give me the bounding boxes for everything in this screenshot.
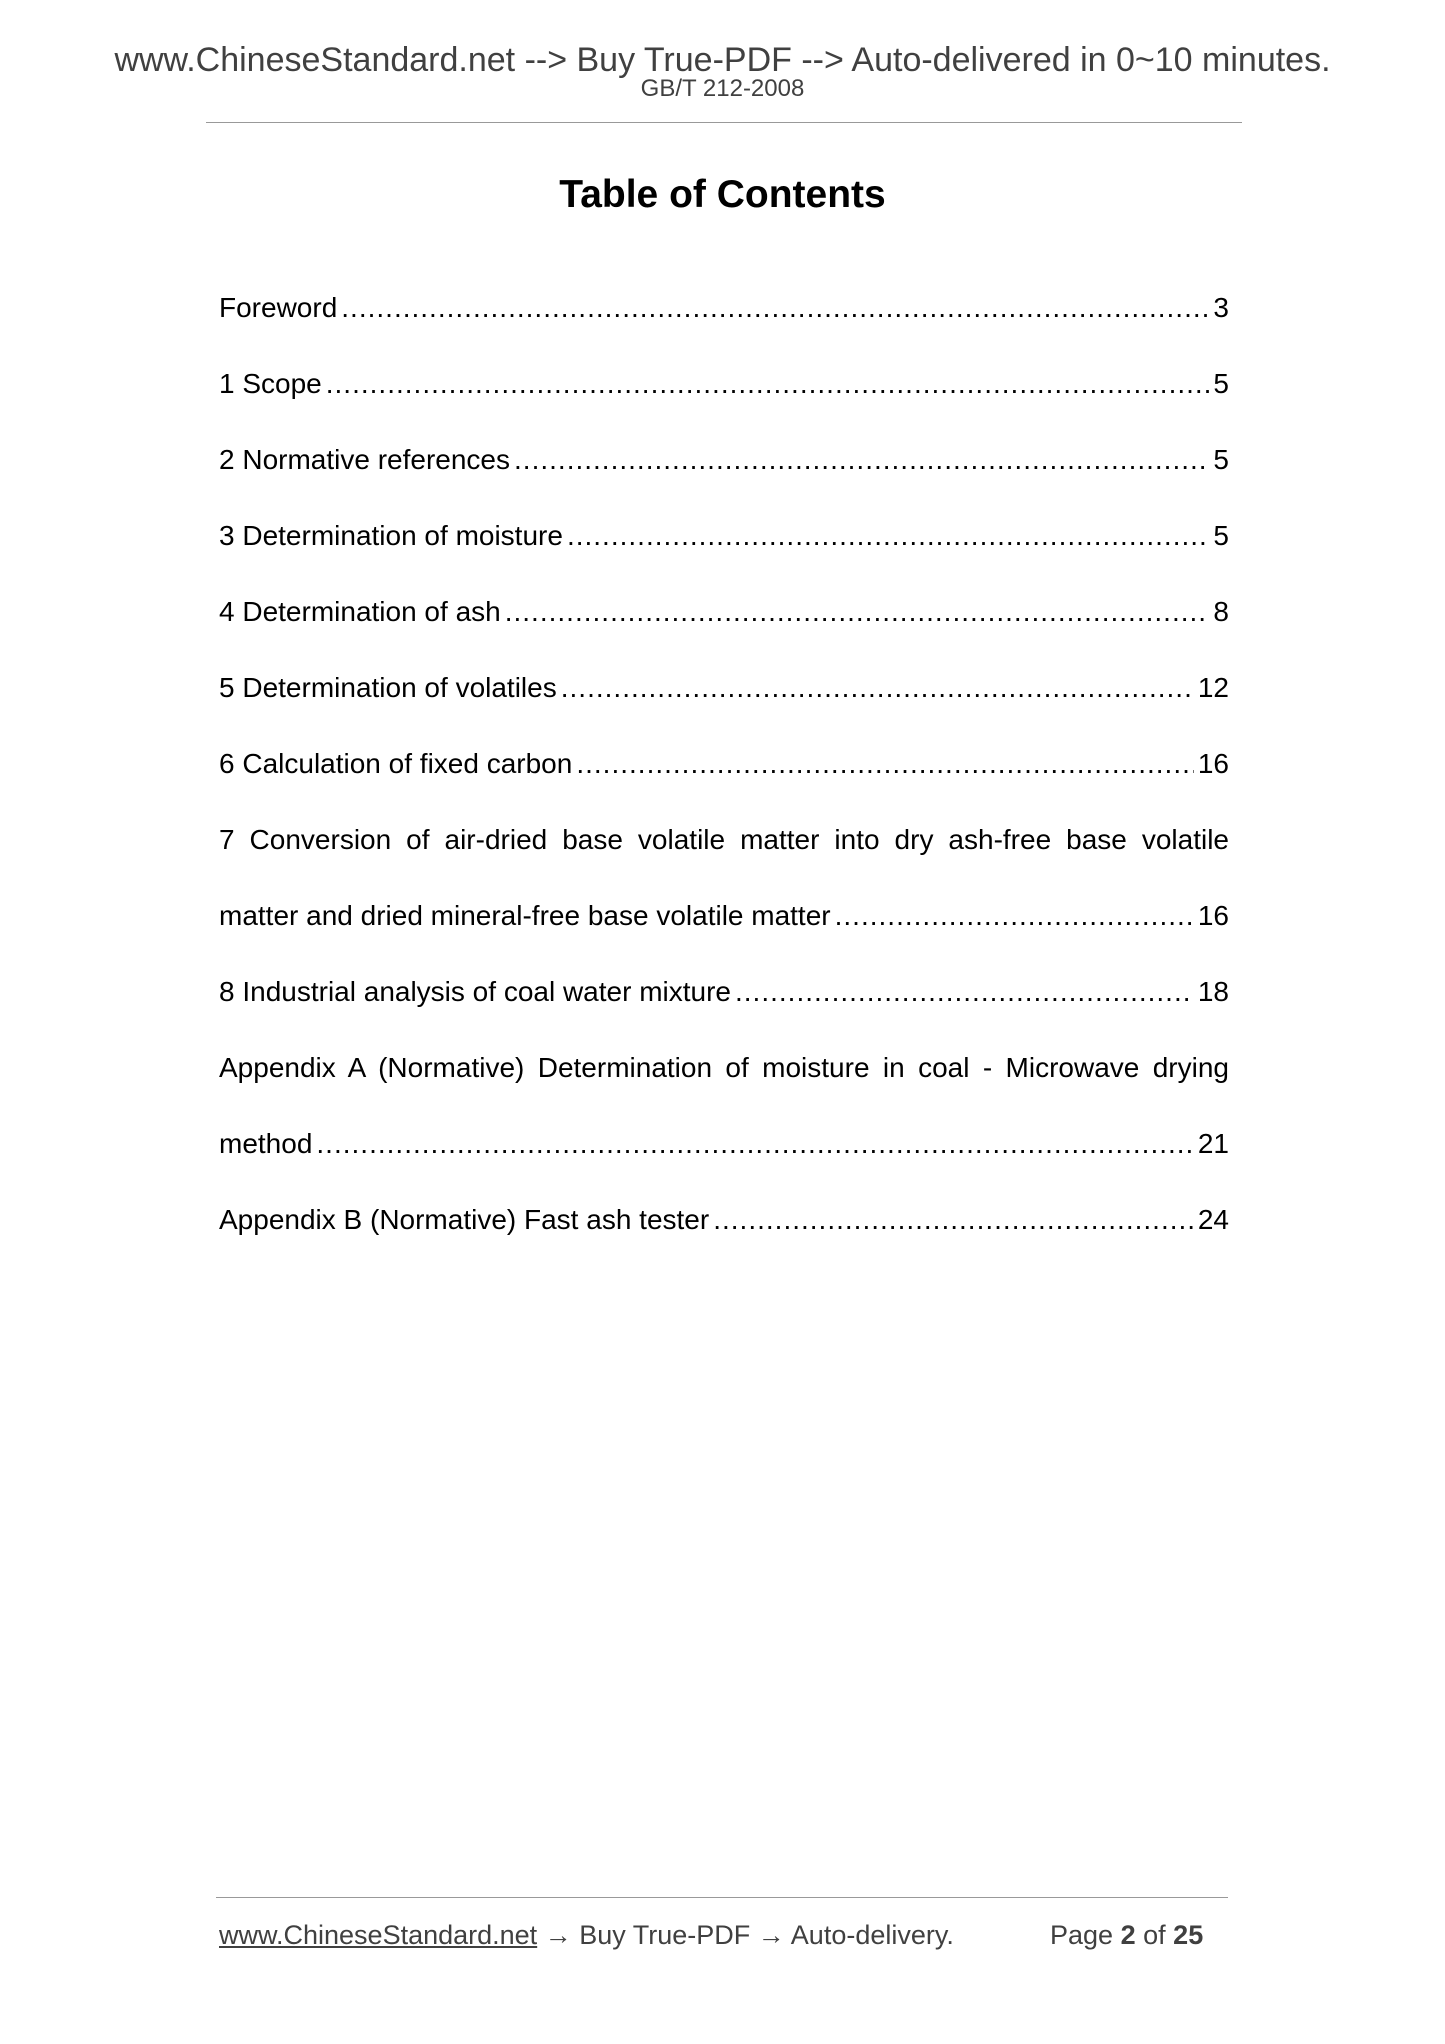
toc-entry-label: Appendix B (Normative) Fast ash tester xyxy=(219,1204,710,1235)
toc-entry-fixed-carbon[interactable] xyxy=(219,744,1229,820)
toc-entry-label-line1: 7 Conversion of air-dried base volatile matter into dry ash-free base volatile xyxy=(219,824,1229,855)
toc-entry-coal-water-mixture[interactable] xyxy=(219,972,1229,1048)
standard-number: GB/T 212-2008 xyxy=(640,75,805,102)
toc-entry-label-line2: matter and dried mineral-free base volatile matter xyxy=(219,900,831,931)
current-page-number: 2 xyxy=(1120,1920,1136,1950)
toc-leader-dots xyxy=(561,668,1194,708)
toc-entry-volatiles[interactable] xyxy=(219,668,1229,744)
footer-delivery-text: Auto-delivery. xyxy=(790,1920,954,1950)
toc-entry-label-line2: method xyxy=(219,1128,313,1159)
toc-entry-moisture[interactable] xyxy=(219,516,1229,592)
footer-divider xyxy=(216,1897,1228,1898)
toc-entry-page: 12 xyxy=(1197,672,1229,703)
toc-title: Table of Contents xyxy=(559,173,886,216)
toc-entry-page: 5 xyxy=(1213,368,1229,399)
toc-leader-dots xyxy=(835,896,1194,936)
toc-list xyxy=(219,288,1229,1276)
toc-entry-scope[interactable] xyxy=(219,364,1229,440)
top-banner: www.ChineseStandard.net --> Buy True-PDF --> Auto-delivered in 0~10 minutes. xyxy=(114,41,1331,79)
toc-entry-label-line1: Appendix A (Normative) Determination of moisture in coal - Microwave drying xyxy=(219,1052,1229,1083)
toc-entry-page: 5 xyxy=(1213,520,1229,551)
arrow-right-icon: → xyxy=(757,1920,785,1950)
toc-entry-page: 24 xyxy=(1197,1204,1229,1235)
toc-leader-dots xyxy=(713,1200,1194,1240)
toc-leader-dots xyxy=(341,288,1209,328)
toc-entry-label: 1 Scope xyxy=(219,368,322,399)
footer-buy-text: Buy True-PDF xyxy=(579,1920,751,1950)
toc-leader-dots xyxy=(316,1124,1193,1164)
toc-entry-label: 2 Normative references xyxy=(219,444,511,475)
toc-entry-label: 5 Determination of volatiles xyxy=(219,672,557,703)
toc-leader-dots xyxy=(505,592,1210,632)
arrow-right-icon: → xyxy=(544,1920,572,1950)
toc-entry-line2 xyxy=(219,896,1229,972)
toc-entry-line2 xyxy=(219,1124,1229,1200)
total-pages-number: 25 xyxy=(1173,1920,1204,1950)
toc-leader-dots xyxy=(735,972,1194,1012)
footer-promo xyxy=(219,1918,954,1952)
of-label: of xyxy=(1143,1920,1166,1950)
toc-entry-label: 4 Determination of ash xyxy=(219,596,501,627)
toc-leader-dots xyxy=(567,516,1209,556)
toc-entry-ash[interactable] xyxy=(219,592,1229,668)
toc-entry-page: 16 xyxy=(1197,748,1229,779)
toc-entry-page: 18 xyxy=(1197,976,1229,1007)
toc-leader-dots xyxy=(514,440,1209,480)
toc-entry-label: 8 Industrial analysis of coal water mixture xyxy=(219,976,731,1007)
toc-leader-dots xyxy=(576,744,1194,784)
page-indicator xyxy=(1050,1918,1203,1952)
toc-entry-page: 5 xyxy=(1213,444,1229,475)
toc-entry-page: 3 xyxy=(1213,292,1229,323)
toc-entry-page: 16 xyxy=(1197,900,1229,931)
toc-entry-page: 8 xyxy=(1213,596,1229,627)
toc-leader-dots xyxy=(326,364,1210,404)
toc-entry-foreword[interactable] xyxy=(219,288,1229,364)
toc-entry-page: 21 xyxy=(1197,1128,1229,1159)
toc-entry-label: 3 Determination of moisture xyxy=(219,520,563,551)
toc-entry-conversion[interactable] xyxy=(219,820,1229,972)
toc-entry-normative-references[interactable] xyxy=(219,440,1229,516)
toc-entry-label: Foreword xyxy=(219,292,338,323)
header-divider xyxy=(206,122,1242,123)
page-label: Page xyxy=(1050,1920,1114,1950)
toc-entry-appendix-a[interactable] xyxy=(219,1048,1229,1200)
toc-entry-appendix-b[interactable] xyxy=(219,1200,1229,1276)
toc-entry-label: 6 Calculation of fixed carbon xyxy=(219,748,573,779)
footer-site-link[interactable]: www.ChineseStandard.net xyxy=(219,1920,538,1950)
